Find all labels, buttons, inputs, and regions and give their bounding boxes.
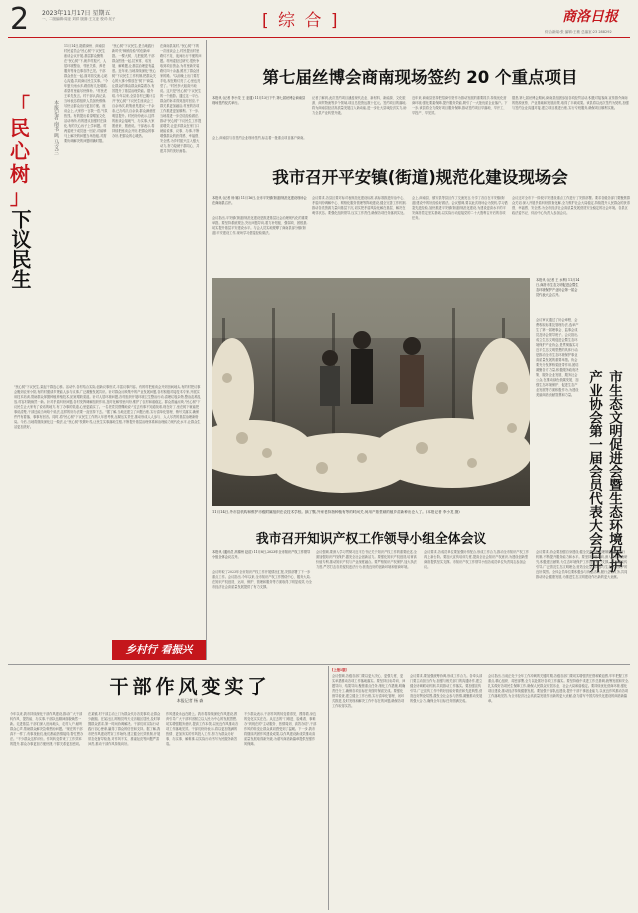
page-number: 2 (10, 2, 30, 37)
feature-body-3: 在商南县某村,"民心树"下的一次座谈会上,村民提出村里路灯不足、夜间出行不便的问题。村两委经过研究,很快争取到项目资金,为村里新安装路灯四十余盏,照亮了群众回家的路。"以前晚上出门要打手电,现在路灯亮了,心里也亮堂了。"村民李大姐高兴地说。这只是"民心树"下议民生的一个缩影。通过这一平台,群众的诉求得到及时回应,干群关系更加融洽,村里的各项工作推进更加顺利。下一步,当地将进一步总结经验做法,推动"民心树"下议民生工作提质增效,让更多群众在家门口就能说事、议事、办事,不断增强群众的获得感、幸福感、安全感,为乡村振兴注入强大动力,努力绘就干群同心、共建共享的美好画卷。 (160, 44, 202, 153)
article1-body-2: 记者了解到,此次签约项目涵盖现代农业、新材料、新能源、文化旅游、商贸物流等多个领域,项目总投资达数十亿元。签约项目的落地,将为商南县经济高质量发展注入新动能,进一步壮大县域经济实力,助力全县产业转型升级。 (312, 96, 407, 115)
article1-byline: 本报讯 (记者 李小龙 王 亚通) 11月13日下午,第七届丝博会商南县现场签约仪式举行。 (212, 96, 306, 105)
article4-byline: 本报讯 (通讯员 高锦州 赵浩) 11月8日,2023年全市知识产权工作领导小组全体会议召开。 (212, 550, 311, 559)
news-photo (212, 278, 530, 506)
feature-title (8, 94, 32, 289)
paper-logo: 商洛日报 (562, 9, 618, 25)
feature-body-4: "民心树"下议民生,架起干群连心桥。活动中,各村结合实际,创新议事形式,丰富议事内容。有的村把座谈会开到田间地头,有的村把议事会搬到农家小院,有的村邀请乡贤能人参与议事,广泛凝聚发展共识。针对群众反映集中的产业发展问题,各村积极对接技术专家,开展实用技术培训,帮助群众掌握种植养殖技术,拓宽增收渠道。针对人居环境问题,各村组织开展环境卫生整治行动,清理垃圾杂物,整治乱堆乱放,村容村貌焕然一新。针对矛盾纠纷问题,各村发挥调解组织作用,及时化解邻里纠纷,维护了农村和谐稳定。群众普遍反映,"民心树"下议民生让大家有了说话的地方,有了办事的渠道,心里更踏实了。一名老党员感慨地说:"过去有事不知道找谁,现在好了,坐在树下就能把事说清楚,干部还能当场给个说法,这样的好办法要一直坚持下去。"据了解,当地还建立了问题台账,实行清单化管理、销号式落实,确保件件有着落、事事有回音。同时,将"民心树"下议民生工作纳入年度考核,压紧压实责任,推动形成人人参与、人人尽责的基层治理新格局。今后,当地将继续深化这一做法,让"民心树"枝繁叶茂,让民生实事落地生根,不断提升基层治理体系和治理能力现代化水平,让群众生活更加美好。 (14, 385, 201, 429)
article2-body-2: 会议要求,各县区要对标对表规范化建设标准,高标准推进综治中心、矛盾纠纷调解中心、网格化服务管理等阵地建设,健全完善工作机制,推动各类资源力量向基层下沉,切实把矛盾风险化解在基层、解决在萌芽状态。要强化组织领导,压实工作责任,确保各项任务落到实处。 (312, 196, 407, 215)
feature-bracket-top: 「 (10, 93, 30, 117)
article4-body-1: 会议听取了2023年全市知识产权工作开展情况汇报,安排部署了下一步重点工作。会议指出,今年以来,全市知识产权工作围绕中心、服务大局,在知识产权创造、运用、保护、管理和服务等方面取得了明显成效,为全市经济社会高质量发展提供了有力支撑。 (212, 570, 312, 589)
feature-bracket-bottom: 」 (10, 185, 30, 209)
sidebox-label: [上接1版] (332, 668, 347, 672)
article3-body-1: 会议审议通过了协会章程、会费收取标准及管理办法,选举产生了第一届理事会、监事会成员及协会领导班子。会议指出,成立生态文明促进会暨生态环境保护产业协会,是贯彻落实习近平生态文明思想的具体行动,是推动全市生态环境保护事业高质量发展的重要举措。协会要充分发挥桥梁纽带作用,团结凝聚各方力量,积极服务政府决策、服务企业发展、服务社会公众,在推动绿色低碳发展、加强生态环境保护、促进生态产业发展等方面积极作为,为建设美丽商洛贡献智慧和力量。 (536, 318, 579, 397)
article1-title: 第七届丝博会商南现场签约 20 个重点项目 (262, 68, 578, 87)
feature-char-3: 树 (10, 162, 30, 186)
feature-char-1: 民 (10, 116, 30, 140)
feature-char-2: 心 (10, 139, 30, 163)
article5-body-1: 今年以来,我市持续深化干部作风建设,推动广大干部转作风、提效能、办实事,干部队伍精神面貌焕然一新。走进基层,干部们深入田间地头、走村入户,倾听群众心声,帮助群众解决急难愁盼问题。"现在的干部真不一样了,有事找他们,他们都能热情接待,帮忙想办法。"不少群众这样评价。作风转变带来了工作效率的提升,群众办事更加方便快捷,干群关系更加密切。 (10, 712, 84, 746)
feature-body-2: "民心树"下议民生,是当地践行新时代"枫桥经验"的创新举措。一棵大树、几把板凳,干部群众围坐一起,拉家常、话发展、解难题,让基层治理更有温度。近年来,当地持续深化"民心树"下议民生工作机制,把群众关心的大事小情放在"树下"商量,让群众的事由群众商量着办,有效提升了基层治理效能。据介绍,今年以来,全县各村已累计召开"民心树"下议民生座谈会三百余场次,收集意见建议一千余条,已办结九百余条,群众满意度明显提升。村民纷纷表示,这样的座谈会接地气、办实事,大家愿意来、愿意说。干部表示,将持续把座谈会开好,把群众的事办好,把群众的心暖热。 (112, 44, 156, 138)
column-divider-bottom (328, 666, 329, 910)
sidebox-body-2: 会议要求,要加强统筹协调,形成工作合力。各牵头部门要主动担当作为,加强与相关部门的沟通协作,建立健全协调联动机制,共同推动工作落实。要加强宣传引导,广泛宣传工作中的好经验好做法和先进典型,营造良好舆论氛围,激发全社会参与热情,凝聚推动发展的强大合力,确保全年目标任务圆满完成。 (410, 674, 483, 703)
feature-byline: 本报记者 南书 鸣 马文兰 (53, 100, 59, 155)
sidebox-body-3: 会议指出,当前正处于全年工作冲刺的关键时期,各级各部门要切实增强责任感和紧迫感,牢牢把握工作重点,精心组织、周密部署,全力以赴抓好各项工作落实。要坚持稳中求进工作总基调,统筹发展和安全,扎实做好各项民生保障工作,确保人民群众安居乐业、社会大局和谐稳定。要持续优化营商环境,强化项目建设,推动经济持续健康发展。要加强干部队伍建设,提升干部干事创业能力,以优良作风推动各项工作落地见效,为全市经济社会高质量发展作出新的更大贡献,奋力谱写中国式现代化建设的商洛新篇章。 (488, 674, 630, 703)
section-label: [ 综 合 ] (262, 11, 340, 31)
photo-caption: 11月14日,外市县机构和维护市级附属组织在农技术学校。摘了瓢,外家老持指种植有等的时间关,何用产基堂硕的植乡苗新种出仓入了。(本报记者 李小龙 摄) (212, 510, 460, 514)
article2-body-4: 会议还对全市下一阶段平安建设重点工作进行了安排部署。要求各级各部门要聚焦群众关切,深入开展矛盾纠纷排查化解,全力维护社会大局稳定,持续提升人民群众的获得感、幸福感、安全感,为全市经济社会高质量发展营造安全稳定的社会环境。各县区政法委书记、综治中心负责人参加会议。 (512, 196, 630, 215)
section-divider (8, 664, 630, 665)
header-rule (8, 37, 630, 38)
article4-body-3: 会议要求,各成员单位要加强协作配合,形成工作合力,推动全市知识产权工作再上新台阶。要加大宣传培训力度,提高全社会知识产权意识,为建设创新型商洛提供坚实支撑。市知识产权工作领导小组各成员单位负责同志参加会议。 (424, 550, 530, 569)
village-banner (112, 640, 206, 660)
article1-body-1: 会上,商南县与各签约企业现场签约,标志着一批重点项目落户商南。 (212, 136, 307, 140)
article4-title: 我市召开知识产权工作领导小组全体会议 (255, 532, 487, 547)
article3-body-2: 会议要求,协会要加强自身建设,健全完善内部管理制度,规范运行机制,不断提升服务能力和水平。要坚持问题导向,深入开展调查研究,积极建言献策,为生态环境保护工作提供有力支撑。要加强宣传引导,广泛普及生态文明理念,营造全社会共同参与生态环境保护的良好氛围。全体会员单位要积极参与协会活动,履行会员义务,共同推动协会健康发展,为推进生态文明建设作出新的更大贡献。 (536, 550, 628, 579)
article2-byline: 本报讯 (记者 杨 娜) 11月16日,全市平安镇(街道)规范化建设现场会在商南县召开。 (212, 196, 307, 205)
header-nav-line: 一、二版编辑:周亚 刘祥 版面:王文亚 校对:吴子 (42, 17, 116, 21)
editor-line: 综合新闻:张 编辑:王敏 总编室:23 288292 (545, 30, 612, 34)
feature-title-rest: 下议民生 (8, 209, 32, 289)
header-date: 2023年11月17日 星期五 (42, 10, 111, 17)
article5-body-4: 不少群众表示,干部作风的转变看得见、摸得着,身边的变化实实在在。从过去的"门难进、脸难看、事难办"到现在的"主动服务、热情周到、高效办结",干部作风的转变让群众真切感受到了温暖。下一步,我市将继续巩固作风建设成果,以作风建设新成效推动高质量发展取得新突破,为谱写商洛新篇章提供坚强作风保障。 (244, 712, 317, 746)
article3-title-line1: 市生态文明促进会暨生态环境保护 (606, 370, 622, 573)
article5-byline: 本报记者 杨 森 (176, 698, 204, 703)
article2-body-1: 会议指出,平安镇(街道)规范化建设是推进基层社会治理现代化的重要举措。要坚持系统观念,突出问题导向,着力补短板、强弱项、固根基,切实提升基层平安建设水平。与会人员实地观摩了商南县部分镇(街道)平安建设工作,现场学习借鉴经验做法。 (212, 216, 308, 235)
column-divider (206, 40, 207, 660)
sidebox-body-1: 会议强调,各级各部门要以更大决心、更强力度、更实举措推动各项工作落地落实。要坚持目标导向、问题导向、结果导向,聚焦重点任务,细化工作措施,明确责任分工,确保各项目标任务按时保质完成。要强化督导检查,建立健全工作台账,实行清单化管理、闭环式推进,及时发现和解决工作中存在的问题,确保各项工作取得实效。 (332, 674, 406, 708)
article5-body-3: 作风建设永远在路上。我市将持续深化作风建设,教育引导广大干部牢固树立以人民为中心的发展思想,切实增强服务意识,提高工作本领,以优良作风推动各项工作落地见效。干部们纷纷表示,将以更加饱满的热情、更加务实的作风投入工作,努力为群众办好事、办实事、解难事,以实际行动书写为民服务新答卷。 (166, 712, 239, 746)
article1-body-4: 据悉,第七届丝博会期间,商南县组团参加各项经贸活动,积极对接客商,宣传推介商南的资源优势、产业基础和发展前景,取得了丰硕成果。该县将以此次签约为契机,加强与签约企业沟通对接,建立项目推进台账,实行专班服务,确保项目顺利实施。 (512, 96, 629, 110)
article3-title-line2: 产业协会第一届会员代表大会召开 (586, 370, 602, 573)
article3-byline: 本报讯 (记者 王 水利) 11月14日,商洛市生态文明促进会暨生态环境保护产业协会第一届会员代表大会召开。 (536, 278, 580, 297)
photo-illustration (212, 278, 530, 506)
article5-title: 干部作风变实了 (109, 676, 271, 698)
banner-label: 乡村行 看振兴 (125, 644, 193, 656)
article5-body-2: 在某镇,村干部主动上门为群众代办各类事项,让群众少跑腿。在某社区,网格员每天走访辖区居民,及时掌握群众需求,第一时间协调解决。干部们用实际行动践行初心使命,赢得了群众的信任和支持。据了解,我市把作风建设贯穿工作始终,建立健全长效机制,开展常态化督导检查,对作风不实、推诿扯皮等问题严肃问责,推动干部作风持续向好。 (88, 712, 161, 746)
feature-body-1: 11月14日,随着商州、商南县村民委员会"民心树"下议民生座谈会议开展,基层群众聚集在"民心树"下,就乡村振兴、人居环境整治、邻里关系、养老服务等身边事各抒己见。干部群众坐在一起,面对面交流,心贴心沟通,共同商议民生实事。"今年夏天雨水多,路面有几处塌陷,希望村里能尽快修补。"村民老王率先发言。村干部认真记录,当场表态将组织人员加快维修,尽快让群众出行更加方便。座谈会上,大家你一言我一语,气氛热烈。有的提出希望增加文化活动场所,有的建议加强村庄绿化,有的关心孩子上学问题。村两委班子成员逐一回应,对能够马上解决的问题当场拍板,对需要协调解决的问题明确时限。 (64, 44, 108, 143)
article2-title: 我市召开平安镇(街道)规范化建设现场会 (272, 168, 568, 187)
article2-body-3: 会上,商南县、镇安县等县区作了交流发言,分享了各自在平安镇(街道)建设中的好经验好做法。会议强调,要以此次现场会为契机,学习借鉴先进经验,加快推进平安镇(街道)规范化建设,为建设更高水平的平安商洛奠定坚实基础,以实际行动迎接党的二十大胜利召开后的各项任务。 (412, 196, 508, 220)
article1-body-3: 近年来,商南县坚持把招商引资作为推动发展的重要抓手,持续优化营商环境,强化要素保障,提升服务效能,吸引了一大批优质企业落户。下一步,该县将全力做好项目服务保障,推动签约项目早落地、早开工、早投产、早见效。 (412, 96, 508, 115)
article4-body-2: 会议强调,要深入学习贯彻习近平总书记关于知识产权工作的重要论述,全面加强知识产权保护,激发全社会创新活力。要强化知识产权创造,培育高价值专利,推动知识产权与产业深度融合。要严格知识产权保护,加大执法力度,严厉打击各类侵权违法行为,营造良好的创新环境和营商环境。 (316, 550, 417, 569)
